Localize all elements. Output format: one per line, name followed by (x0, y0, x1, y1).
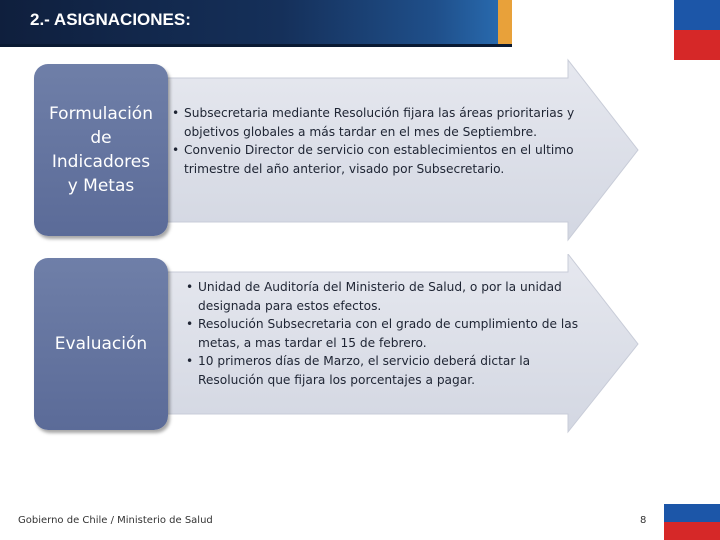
bullet-item: • Unidad de Auditoría del Ministerio de Salud, o por la unidad designada para estos efectos. (186, 278, 594, 315)
bullet-item: • Convenio Director de servicio con establecimientos en el ultimo trimestre del año anterior, visado por Subsecretario. (172, 141, 592, 178)
row-1-label-line: Formulación (49, 104, 153, 124)
chile-flag-top-icon (674, 0, 720, 60)
row-2-label-box (34, 258, 168, 430)
bullet-item: • Resolución Subsecretaria con el grado de cumplimiento de las metas, a mas tardar el 15 de febrero. (186, 315, 594, 352)
footer-source: Gobierno de Chile / Ministerio de Salud (18, 515, 213, 526)
page-title: 2.- ASIGNACIONES: (30, 10, 191, 29)
row-1-label-box (34, 64, 168, 236)
row-1-label-line: de (90, 128, 112, 148)
title-accent-strip (498, 0, 512, 46)
page-number: 8 (640, 515, 647, 526)
row-1-bullet-list (172, 104, 592, 178)
row-2-label-line: Evaluación (54, 334, 148, 354)
row-1-label-line: y Metas (67, 176, 135, 196)
row-2-bullet-list (186, 278, 594, 389)
bullet-item: • Subsecretaria mediante Resolución fijara las áreas prioritarias y objetivos globales a más tardar en el mes de Septiembre. (172, 104, 592, 141)
chile-flag-bottom-icon (664, 504, 720, 540)
title-underline (0, 44, 512, 47)
row-1-label-line: Indicadores (51, 152, 151, 172)
title-bar (0, 0, 512, 46)
bullet-item: • 10 primeros días de Marzo, el servicio deberá dictar la Resolución que fijara los porcentajes a pagar. (186, 352, 594, 389)
